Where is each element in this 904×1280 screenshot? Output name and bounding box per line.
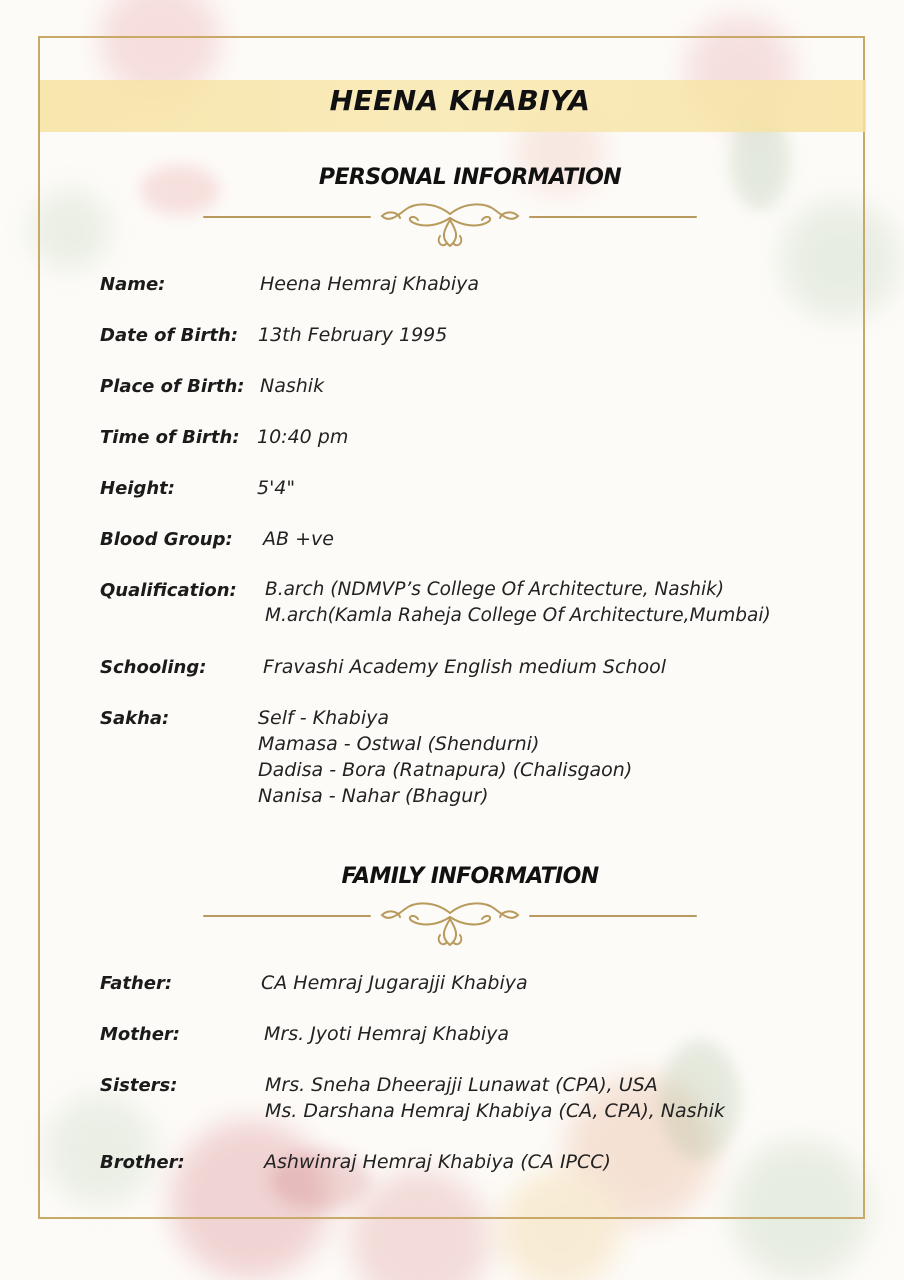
field-label: Sakha: bbox=[100, 708, 170, 729]
field-label: Sisters: bbox=[100, 1075, 178, 1096]
field-value: AB +ve bbox=[263, 528, 334, 550]
page-title: HEENA KHABIYA bbox=[329, 84, 591, 117]
field-value: Nashik bbox=[260, 375, 325, 397]
field-label: Mother: bbox=[100, 1024, 180, 1045]
field-label: Qualification: bbox=[100, 580, 237, 601]
field-label: Height: bbox=[100, 478, 175, 499]
field-value: Mrs. Jyoti Hemraj Khabiya bbox=[264, 1023, 510, 1045]
field-value: Self - Khabiya Mamasa - Ostwal (Shendurni) Dadisa - Bora (Ratnapura) (Chalisgaon) Nanisa - Nahar (Bhagur) bbox=[258, 707, 633, 807]
field-value: 5'4" bbox=[257, 477, 296, 499]
ornament-divider-icon bbox=[200, 899, 700, 959]
field-label: Schooling: bbox=[100, 657, 207, 678]
field-label: Blood Group: bbox=[100, 529, 233, 550]
field-label: Father: bbox=[100, 973, 173, 994]
field-value: Mrs. Sneha Dheerajji Lunawat (CPA), USA Ms. Darshana Hemraj Khabiya (CA, CPA), Nashik bbox=[265, 1074, 725, 1122]
field-value: Fravashi Academy English medium School bbox=[263, 656, 667, 678]
field-value: B.arch (NDMVP’s College Of Architecture, Nashik) M.arch(Kamla Raheja College Of Architecture,Mumbai) bbox=[265, 579, 771, 626]
field-value: 10:40 pm bbox=[257, 426, 349, 448]
field-value: CA Hemraj Jugarajji Khabiya bbox=[261, 972, 528, 994]
field-value: Ashwinraj Hemraj Khabiya (CA IPCC) bbox=[264, 1151, 611, 1173]
field-value: 13th February 1995 bbox=[258, 324, 448, 346]
personal-heading: PERSONAL INFORMATION bbox=[318, 165, 622, 190]
family-heading: FAMILY INFORMATION bbox=[341, 864, 599, 889]
field-label: Place of Birth: bbox=[100, 376, 245, 397]
field-value: Heena Hemraj Khabiya bbox=[260, 273, 480, 295]
field-label: Date of Birth: bbox=[100, 325, 239, 346]
ornament-divider-icon bbox=[200, 200, 700, 260]
field-label: Time of Birth: bbox=[100, 427, 240, 448]
field-label: Name: bbox=[100, 274, 166, 295]
field-label: Brother: bbox=[100, 1152, 185, 1173]
